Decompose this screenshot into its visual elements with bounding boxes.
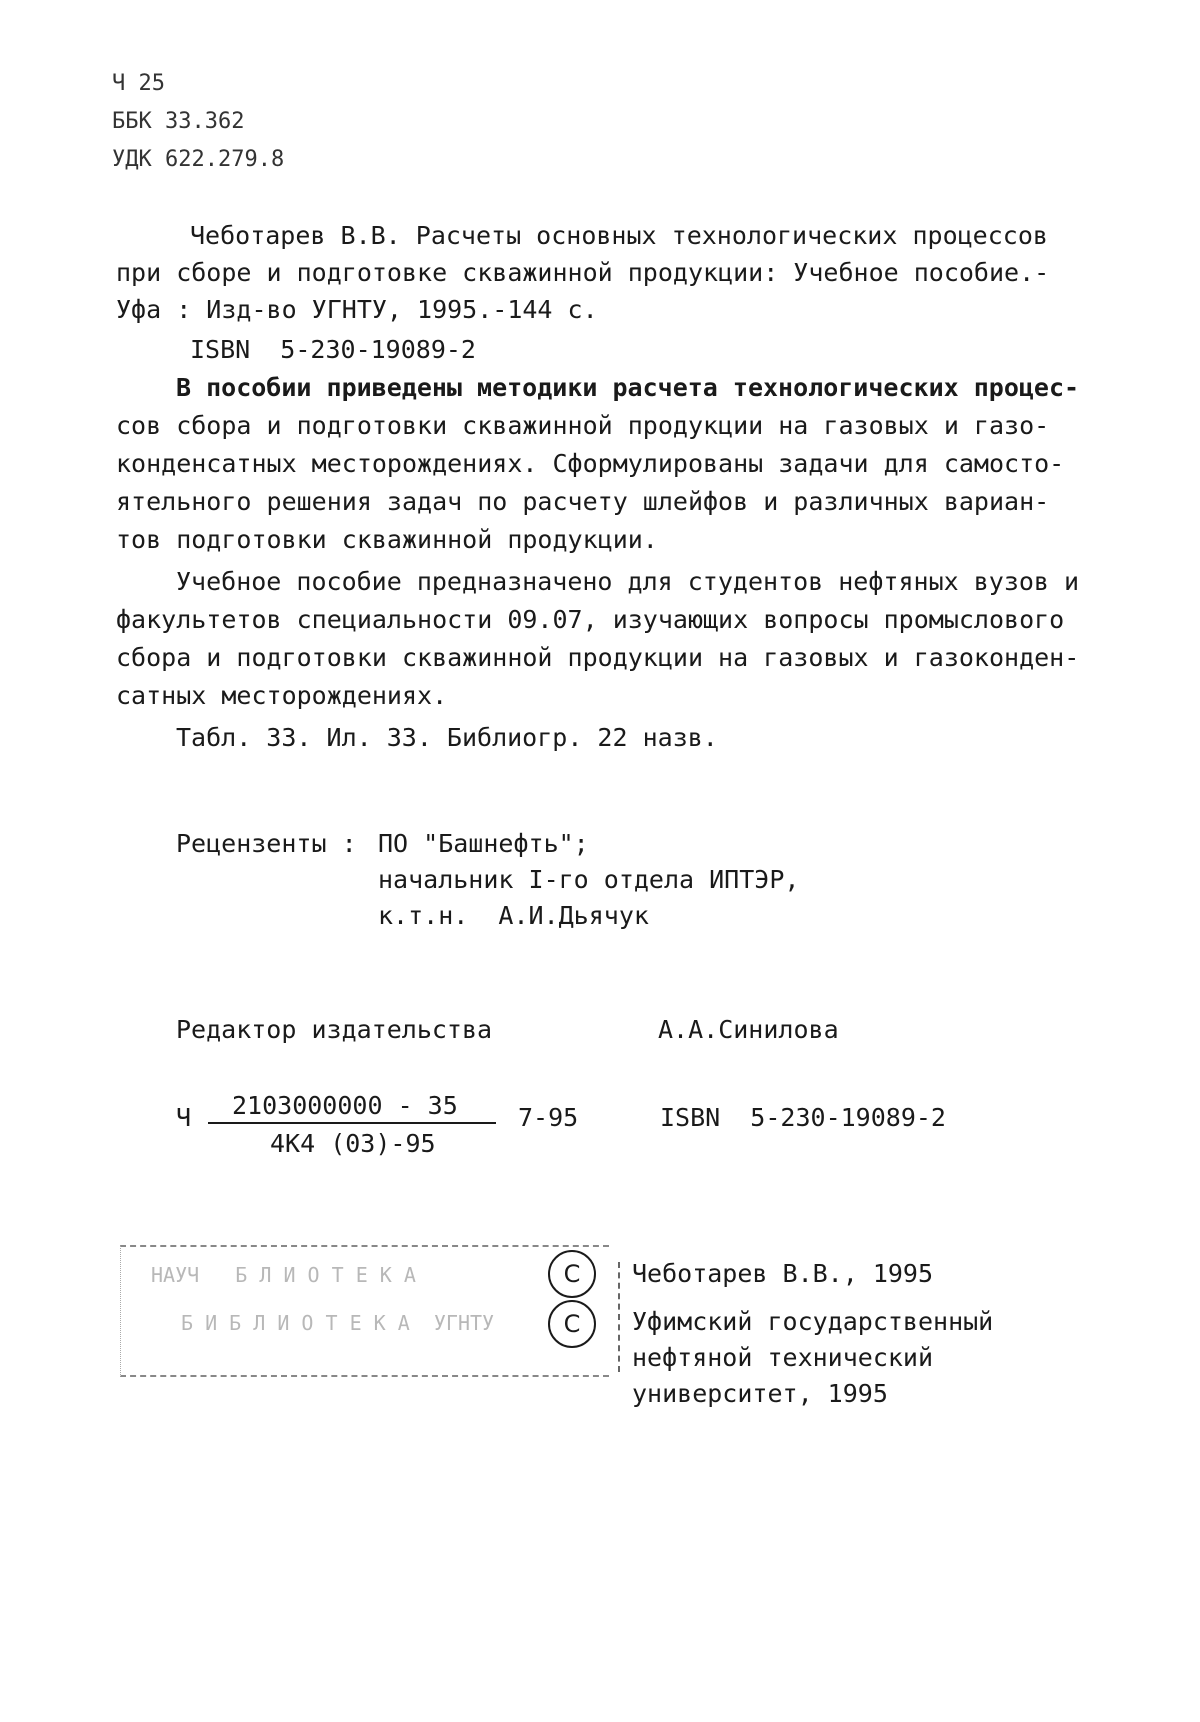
annotation-p2-line-3: сбора и подготовки скважинной продукции на газовых и газоконден- — [116, 643, 1080, 672]
copyright-line-2: Уфимский государственный — [632, 1307, 994, 1336]
annotation-p1-line-1: В пособии приведены методики расчета технологических процес- — [176, 373, 1080, 402]
annotation-p2-line-4: сатных месторождениях. — [116, 681, 448, 710]
annotation-p2-line-1: Учебное пособие предназначено для студентов нефтяных вузов и — [176, 567, 1080, 596]
copyright-line-4: университет, 1995 — [632, 1379, 888, 1408]
citation-line-2: при сборе и подготовке скважинной продукции: Учебное пособие.- — [116, 258, 1050, 287]
annotation-p1-line-5: тов подготовки скважинной продукции. — [116, 525, 658, 554]
citation-line-3: Уфа : Изд-во УГНТУ, 1995.-144 с. — [116, 295, 598, 324]
imprint-isbn: ISBN 5-230-19089-2 — [660, 1103, 946, 1132]
citation-line-1: Чеботарев В.В. Расчеты основных технологических процессов — [190, 221, 1048, 250]
annotation-p2-line-2: факультетов специальности 09.07, изучающих вопросы промыслового — [116, 605, 1065, 634]
copyright-divider — [618, 1262, 620, 1372]
editor-name: А.А.Синилова — [658, 1015, 839, 1044]
editor-label: Редактор издательства — [176, 1015, 493, 1044]
imprint-denominator: 4К4 (03)-95 — [270, 1129, 436, 1158]
annotation-p1-line-4: ятельного решения задач по расчету шлейфов и различных вариан- — [116, 487, 1050, 516]
stamp-line-1: НАУЧ Б Л И О Т Е К А — [151, 1263, 416, 1287]
annotation-stats: Табл. 33. Ил. 33. Библиогр. 22 назв. — [176, 723, 718, 752]
citation-isbn: ISBN 5-230-19089-2 — [190, 335, 476, 364]
reviewers-label: Рецензенты : — [176, 829, 357, 858]
copyright-line-3: нефтяной технический — [632, 1343, 934, 1372]
reviewers-line-1: ПО "Башнефть"; — [378, 829, 589, 858]
classification-line-2: ББК 33.362 — [112, 109, 245, 134]
library-stamp — [120, 1245, 609, 1377]
fraction-bar — [208, 1122, 496, 1124]
classification-line-3: УДК 622.279.8 — [112, 147, 285, 172]
imprint-letter: Ч — [176, 1103, 192, 1132]
imprint-numerator: 2103000000 - 35 — [232, 1091, 458, 1120]
stamp-line-2: Б И Б Л И О Т Е К А УГНТУ — [181, 1311, 495, 1335]
imprint-suffix: 7-95 — [518, 1103, 579, 1132]
annotation-p1-line-2: сов сбора и подготовки скважинной продукции на газовых и газо- — [116, 411, 1050, 440]
reviewers-line-3: к.т.н. А.И.Дьячук — [378, 901, 649, 930]
classification-line-1: Ч 25 — [112, 71, 165, 96]
annotation-p1-line-3: конденсатных месторождениях. Сформулированы задачи для самосто- — [116, 449, 1065, 478]
reviewers-line-2: начальник I-го отдела ИПТЭР, — [378, 865, 800, 894]
copyright-mark-1: C — [548, 1250, 596, 1298]
copyright-mark-2: C — [548, 1300, 596, 1348]
copyright-line-1: Чеботарев В.В., 1995 — [632, 1259, 934, 1288]
